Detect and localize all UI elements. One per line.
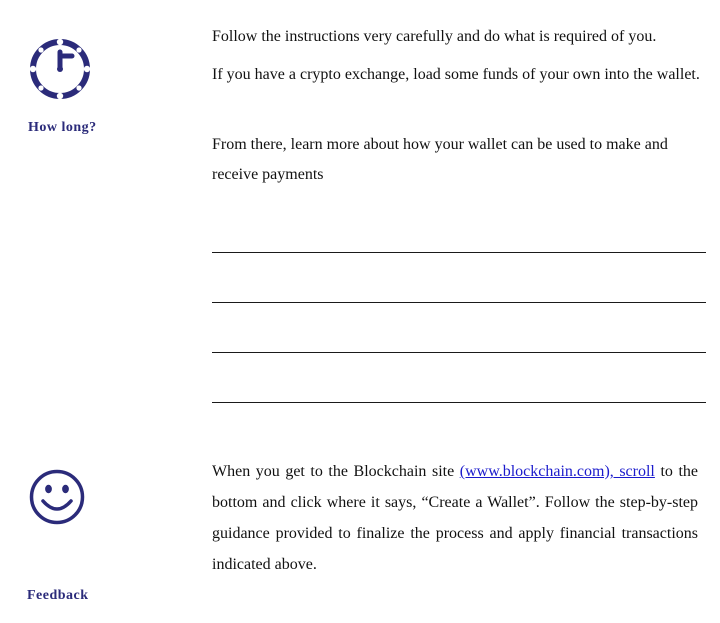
answer-line-1[interactable] — [212, 252, 706, 253]
feedback-text-before-link: When you get to the Blockchain site — [212, 463, 460, 480]
feedback-text-after-link: to the bottom and click where it says, “Create a Wallet”. Follow the step-by-step guidance provided to finalize the process and apply financial transactions indicated above. — [212, 463, 699, 573]
instruction-paragraph-3: From there, learn more about how your wallet can be used to make and receive payments — [212, 136, 668, 183]
answer-line-3[interactable] — [212, 352, 706, 353]
feedback-paragraph — [212, 456, 698, 580]
instruction-paragraph-2: If you have a crypto exchange, load some funds of your own into the wallet. — [212, 66, 700, 83]
answer-line-2[interactable] — [212, 302, 706, 303]
how-long-label: How long? — [28, 120, 97, 135]
answer-line-4[interactable] — [212, 402, 706, 403]
clock-icon — [27, 36, 93, 102]
instruction-paragraph-1: Follow the instructions very carefully and do what is required of you. — [212, 28, 657, 45]
blockchain-link[interactable]: (www.blockchain.com), scroll — [459, 463, 655, 480]
feedback-label: Feedback — [27, 588, 89, 603]
smiley-face-icon — [28, 468, 86, 526]
